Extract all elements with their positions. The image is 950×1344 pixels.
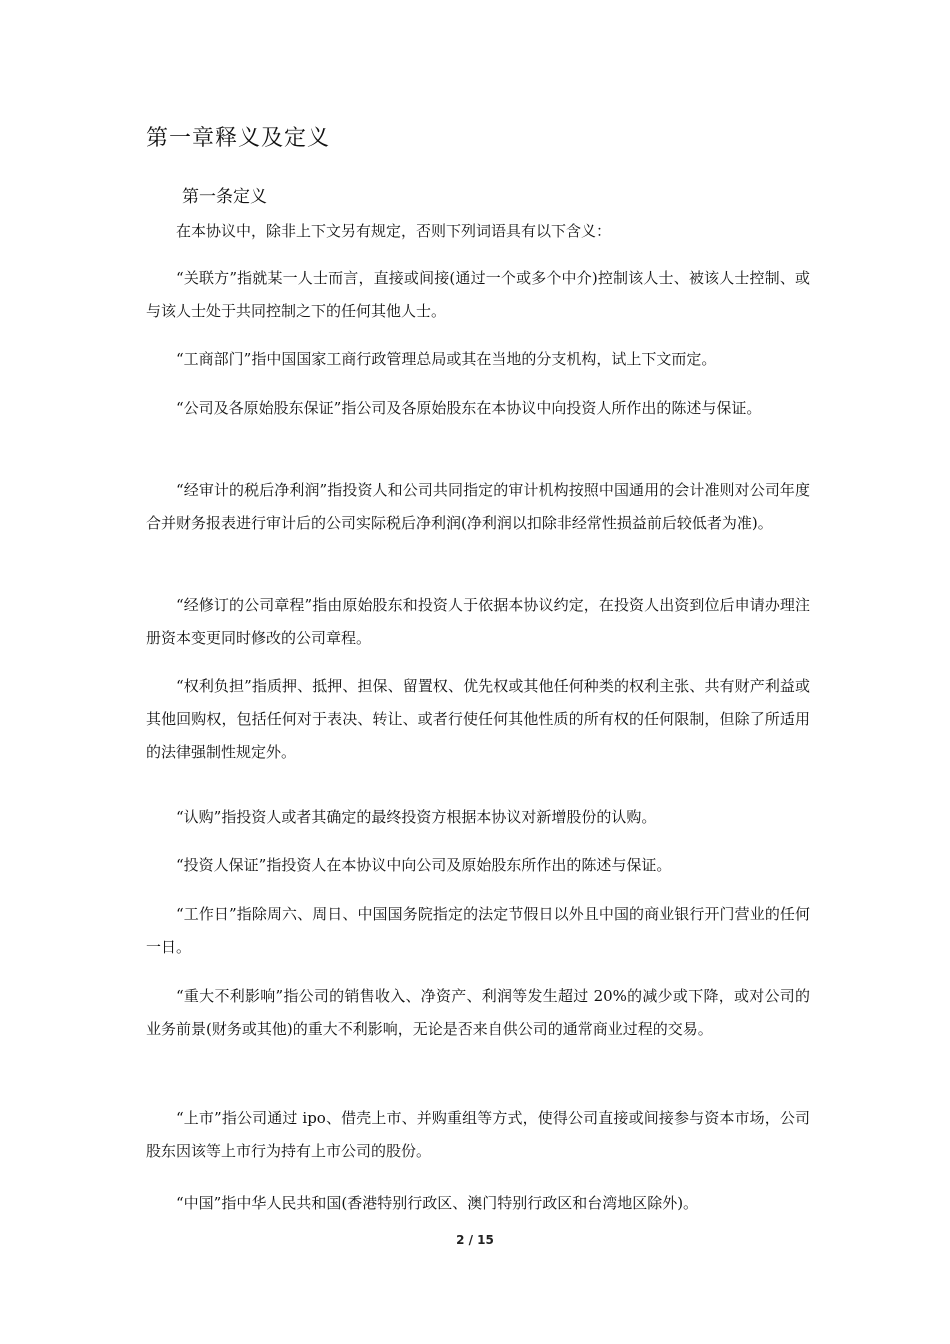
definition-paragraph — [146, 670, 810, 769]
definition-paragraph — [146, 1187, 810, 1220]
definition-text: “上市”指公司通过 ipo、借壳上市、并购重组等方式，使得公司直接或间接参与资本市场，公司股东因该等上市行为持有上市公司的股份。 — [146, 1109, 810, 1160]
definition-paragraph — [146, 849, 810, 882]
definition-text: “公司及各原始股东保证”指公司及各原始股东在本协议中向投资人所作出的陈述与保证。 — [176, 399, 762, 417]
definition-paragraph — [146, 1102, 810, 1168]
definition-text: “经修订的公司章程”指由原始股东和投资人于依据本协议约定，在投资人出资到位后申请办理注册资本变更同时修改的公司章程。 — [146, 596, 810, 647]
definition-text: “经审计的税后净利润”指投资人和公司共同指定的审计机构按照中国通用的会计准则对公司年度合并财务报表进行审计后的公司实际税后净利润(净利润以扣除非经常性损益前后较低者为准)。 — [146, 481, 810, 532]
page-number: 2 / 15 — [456, 1233, 494, 1247]
definition-text: “工商部门”指中国国家工商行政管理总局或其在当地的分支机构，试上下文而定。 — [176, 350, 717, 368]
intro-paragraph — [146, 215, 810, 248]
definition-paragraph — [146, 898, 810, 964]
definition-paragraph — [146, 343, 810, 376]
definition-text: “关联方”指就某一人士而言，直接或间接(通过一个或多个中介)控制该人士、被该人士控制、或与该人士处于共同控制之下的任何其他人士。 — [146, 269, 810, 320]
definition-paragraph — [146, 801, 810, 834]
definition-paragraph — [146, 980, 810, 1046]
definition-text: “中国”指中华人民共和国(香港特别行政区、澳门特别行政区和台湾地区除外)。 — [176, 1194, 699, 1212]
definition-text: “重大不利影响”指公司的销售收入、净资产、利润等发生超过 20%的减少或下降，或对公司的业务前景(财务或其他)的重大不利影响，无论是否来自供公司的通常商业过程的交易。 — [146, 987, 810, 1038]
article-title: 第一条定义 — [182, 187, 267, 207]
definition-paragraph — [146, 392, 810, 425]
definition-text: “权利负担”指质押、抵押、担保、留置权、优先权或其他任何种类的权利主张、共有财产利益或其他回购权，包括任何对于表决、转让、或者行使任何其他性质的所有权的任何限制，但除了所适用的法律强制性规定外。 — [146, 677, 810, 761]
intro-text: 在本协议中，除非上下文另有规定，否则下列词语具有以下含义： — [176, 222, 612, 240]
definition-paragraph — [146, 589, 810, 655]
definition-text: “投资人保证”指投资人在本协议中向公司及原始股东所作出的陈述与保证。 — [176, 856, 672, 874]
definition-paragraph — [146, 474, 810, 540]
definition-text: “认购”指投资人或者其确定的最终投资方根据本协议对新增股份的认购。 — [176, 808, 657, 826]
chapter-title: 第一章释义及定义 — [146, 126, 331, 151]
definition-text: “工作日”指除周六、周日、中国国务院指定的法定节假日以外且中国的商业银行开门营业的任何一日。 — [146, 905, 810, 956]
definition-paragraph — [146, 262, 810, 328]
